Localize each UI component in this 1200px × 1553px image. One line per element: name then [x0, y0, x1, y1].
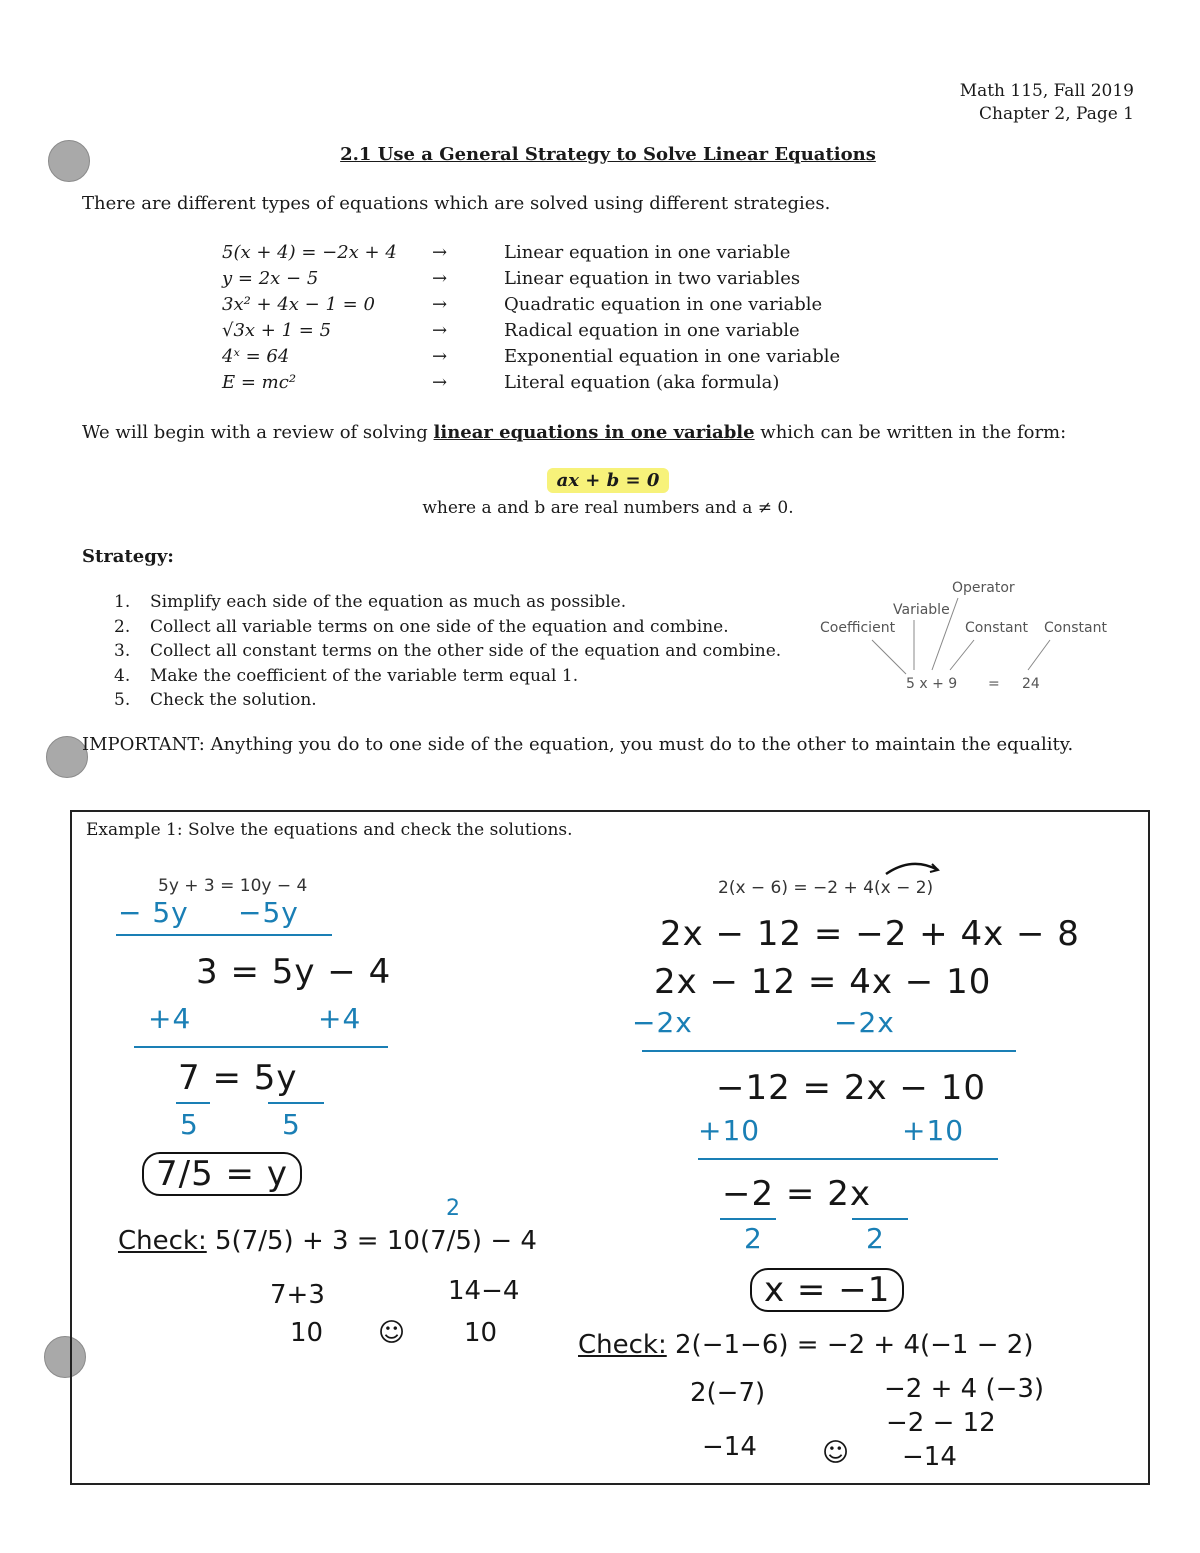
left-div-left: 5 [180, 1108, 199, 1141]
step-text: Collect all variable terms on one side of the equation and combine. [150, 616, 729, 637]
left-line2: 3 = 5y − 4 [196, 952, 392, 992]
right-step1-right: −2x [834, 1006, 895, 1039]
left-step1-left: − 5y [118, 896, 189, 929]
strategy-steps [114, 590, 781, 713]
equation: √3x + 1 = 5 [222, 320, 332, 341]
review-before: We will begin with a review of solving [82, 422, 434, 443]
coefficient-label: Coefficient [820, 620, 896, 636]
step-text: Make the coefficient of the variable term equal 1. [150, 665, 579, 686]
equation-description: Literal equation (aka formula) [504, 372, 780, 393]
left-check3-right: 10 [464, 1318, 498, 1348]
equation-description: Linear equation in two variables [504, 268, 801, 289]
right-line3: −12 = 2x − 10 [716, 1068, 986, 1108]
equation-type-row [222, 292, 840, 318]
constant-label-1: Constant [965, 620, 1028, 636]
page-label: Chapter 2, Page 1 [979, 104, 1134, 124]
arrow-icon: → [432, 372, 448, 393]
general-form [0, 470, 1200, 491]
right-check4-right: −14 [902, 1442, 957, 1472]
right-check-label: Check: [578, 1330, 667, 1360]
equation-description: Radical equation in one variable [504, 320, 800, 341]
section-title: 2.1 Use a General Strategy to Solve Linear Equations [340, 144, 876, 165]
right-rule-2 [698, 1158, 998, 1160]
equation-type-row [222, 370, 840, 396]
equation-description: Exponential equation in one variable [504, 346, 841, 367]
left-check-expression: 5(7/5) + 3 = 10(7/5) − 4 [215, 1226, 537, 1256]
left-check2-right: 14−4 [448, 1276, 520, 1306]
review-underlined: linear equations in one variable [433, 422, 755, 443]
equation-description: Quadratic equation in one variable [504, 294, 823, 315]
review-sentence [82, 422, 1066, 443]
left-frac-bar-2 [268, 1102, 324, 1104]
left-check-small: 2 [446, 1196, 461, 1221]
left-check2-left: 7+3 [270, 1280, 325, 1310]
equation-type-row [222, 240, 840, 266]
right-div-left: 2 [744, 1222, 763, 1255]
strategy-step [114, 639, 781, 664]
right-check-expression: 2(−1−6) = −2 + 4(−1 − 2) [675, 1330, 1034, 1360]
right-check2-right: −2 + 4 (−3) [884, 1374, 1045, 1404]
step-text: Check the solution. [150, 690, 317, 710]
arrow-icon: → [432, 294, 448, 315]
left-line3: 7 = 5y [178, 1058, 298, 1098]
right-line4: −2 = 2x [722, 1174, 871, 1214]
step-text: Collect all constant terms on the other side of the equation and combine. [150, 641, 782, 661]
right-step2-left: +10 [698, 1114, 761, 1147]
right-frac-bar-1 [720, 1218, 776, 1220]
equation-types-list [222, 240, 840, 396]
right-check3-right: −2 − 12 [886, 1408, 996, 1438]
equation-type-row [222, 266, 840, 292]
equation: y = 2x − 5 [222, 268, 319, 289]
right-line2: 2x − 12 = 4x − 10 [654, 962, 992, 1002]
equation: 3x² + 4x − 1 = 0 [222, 294, 375, 315]
arrow-icon: → [432, 346, 448, 367]
arrow-icon: → [432, 268, 448, 289]
review-after: which can be written in the form: [754, 422, 1067, 443]
right-check2-left: 2(−7) [690, 1378, 766, 1408]
left-check-label: Check: [118, 1226, 207, 1256]
intro-text: There are different types of equations which are solved using different strategies. [82, 193, 831, 214]
example-title: Example 1: Solve the equations and check the solutions. [86, 820, 573, 840]
distribution-arc [882, 856, 942, 876]
equation: 5(x + 4) = −2x + 4 [222, 242, 397, 263]
left-rule-2 [134, 1046, 388, 1048]
step-number: 1. [114, 592, 131, 612]
constant-label-2: Constant [1044, 620, 1107, 636]
operator-label: Operator [952, 580, 1015, 596]
strategy-heading: Strategy: [82, 546, 174, 567]
diagram-equals: = [988, 676, 1000, 692]
general-form-highlight: ax + b = 0 [547, 468, 670, 493]
page-header [960, 80, 1134, 126]
equation-type-row [222, 318, 840, 344]
step-number: 4. [114, 665, 131, 686]
equation-description: Linear equation in one variable [504, 242, 791, 263]
smiley-icon: ☺ [822, 1438, 850, 1468]
diagram-rhs: 24 [1022, 676, 1040, 692]
equation: 4ˣ = 64 [222, 346, 290, 367]
variable-label: Variable [893, 602, 950, 618]
right-frac-bar-2 [852, 1218, 908, 1220]
strategy-step [114, 688, 781, 713]
equation: E = mc² [222, 372, 297, 393]
step-number: 2. [114, 616, 131, 637]
right-rule-1 [642, 1050, 1016, 1052]
step-number: 3. [114, 641, 131, 661]
step-number: 5. [114, 690, 131, 710]
left-check3-left: 10 [290, 1318, 324, 1348]
right-step1-left: −2x [632, 1006, 693, 1039]
left-frac-bar-1 [176, 1102, 210, 1104]
right-check-line [578, 1330, 1033, 1360]
right-div-right: 2 [866, 1222, 885, 1255]
left-div-right: 5 [282, 1108, 301, 1141]
left-given-equation: 5y + 3 = 10y − 4 [158, 876, 308, 896]
arrow-icon: → [432, 320, 448, 341]
strategy-step [114, 664, 781, 689]
right-given-equation: 2(x − 6) = −2 + 4(x − 2) [718, 878, 934, 898]
important-note: IMPORTANT: Anything you do to one side of the equation, you must do to the other to maintain the equality. [82, 734, 1074, 755]
smiley-icon: ☺ [378, 1318, 406, 1348]
course-label: Math 115, Fall 2019 [959, 81, 1134, 101]
right-step2-right: +10 [902, 1114, 965, 1147]
arrow-icon: → [432, 242, 448, 263]
left-step2-right: +4 [318, 1002, 362, 1035]
diagram-expression: 5 x + 9 [906, 676, 958, 692]
left-check-line [118, 1226, 537, 1256]
step-text: Simplify each side of the equation as much as possible. [150, 592, 627, 612]
equation-type-row [222, 344, 840, 370]
form-condition: where a and b are real numbers and a ≠ 0. [422, 498, 794, 518]
strategy-step [114, 615, 781, 640]
right-check4-left: −14 [702, 1432, 757, 1462]
right-answer: x = −1 [750, 1268, 904, 1312]
strategy-step [114, 590, 781, 615]
right-line1: 2x − 12 = −2 + 4x − 8 [660, 914, 1080, 954]
left-step2-left: +4 [148, 1002, 192, 1035]
equation-terms-diagram [810, 570, 1120, 700]
left-rule-1 [116, 934, 332, 936]
left-answer: 7/5 = y [142, 1152, 302, 1196]
left-step1-right: −5y [238, 896, 299, 929]
